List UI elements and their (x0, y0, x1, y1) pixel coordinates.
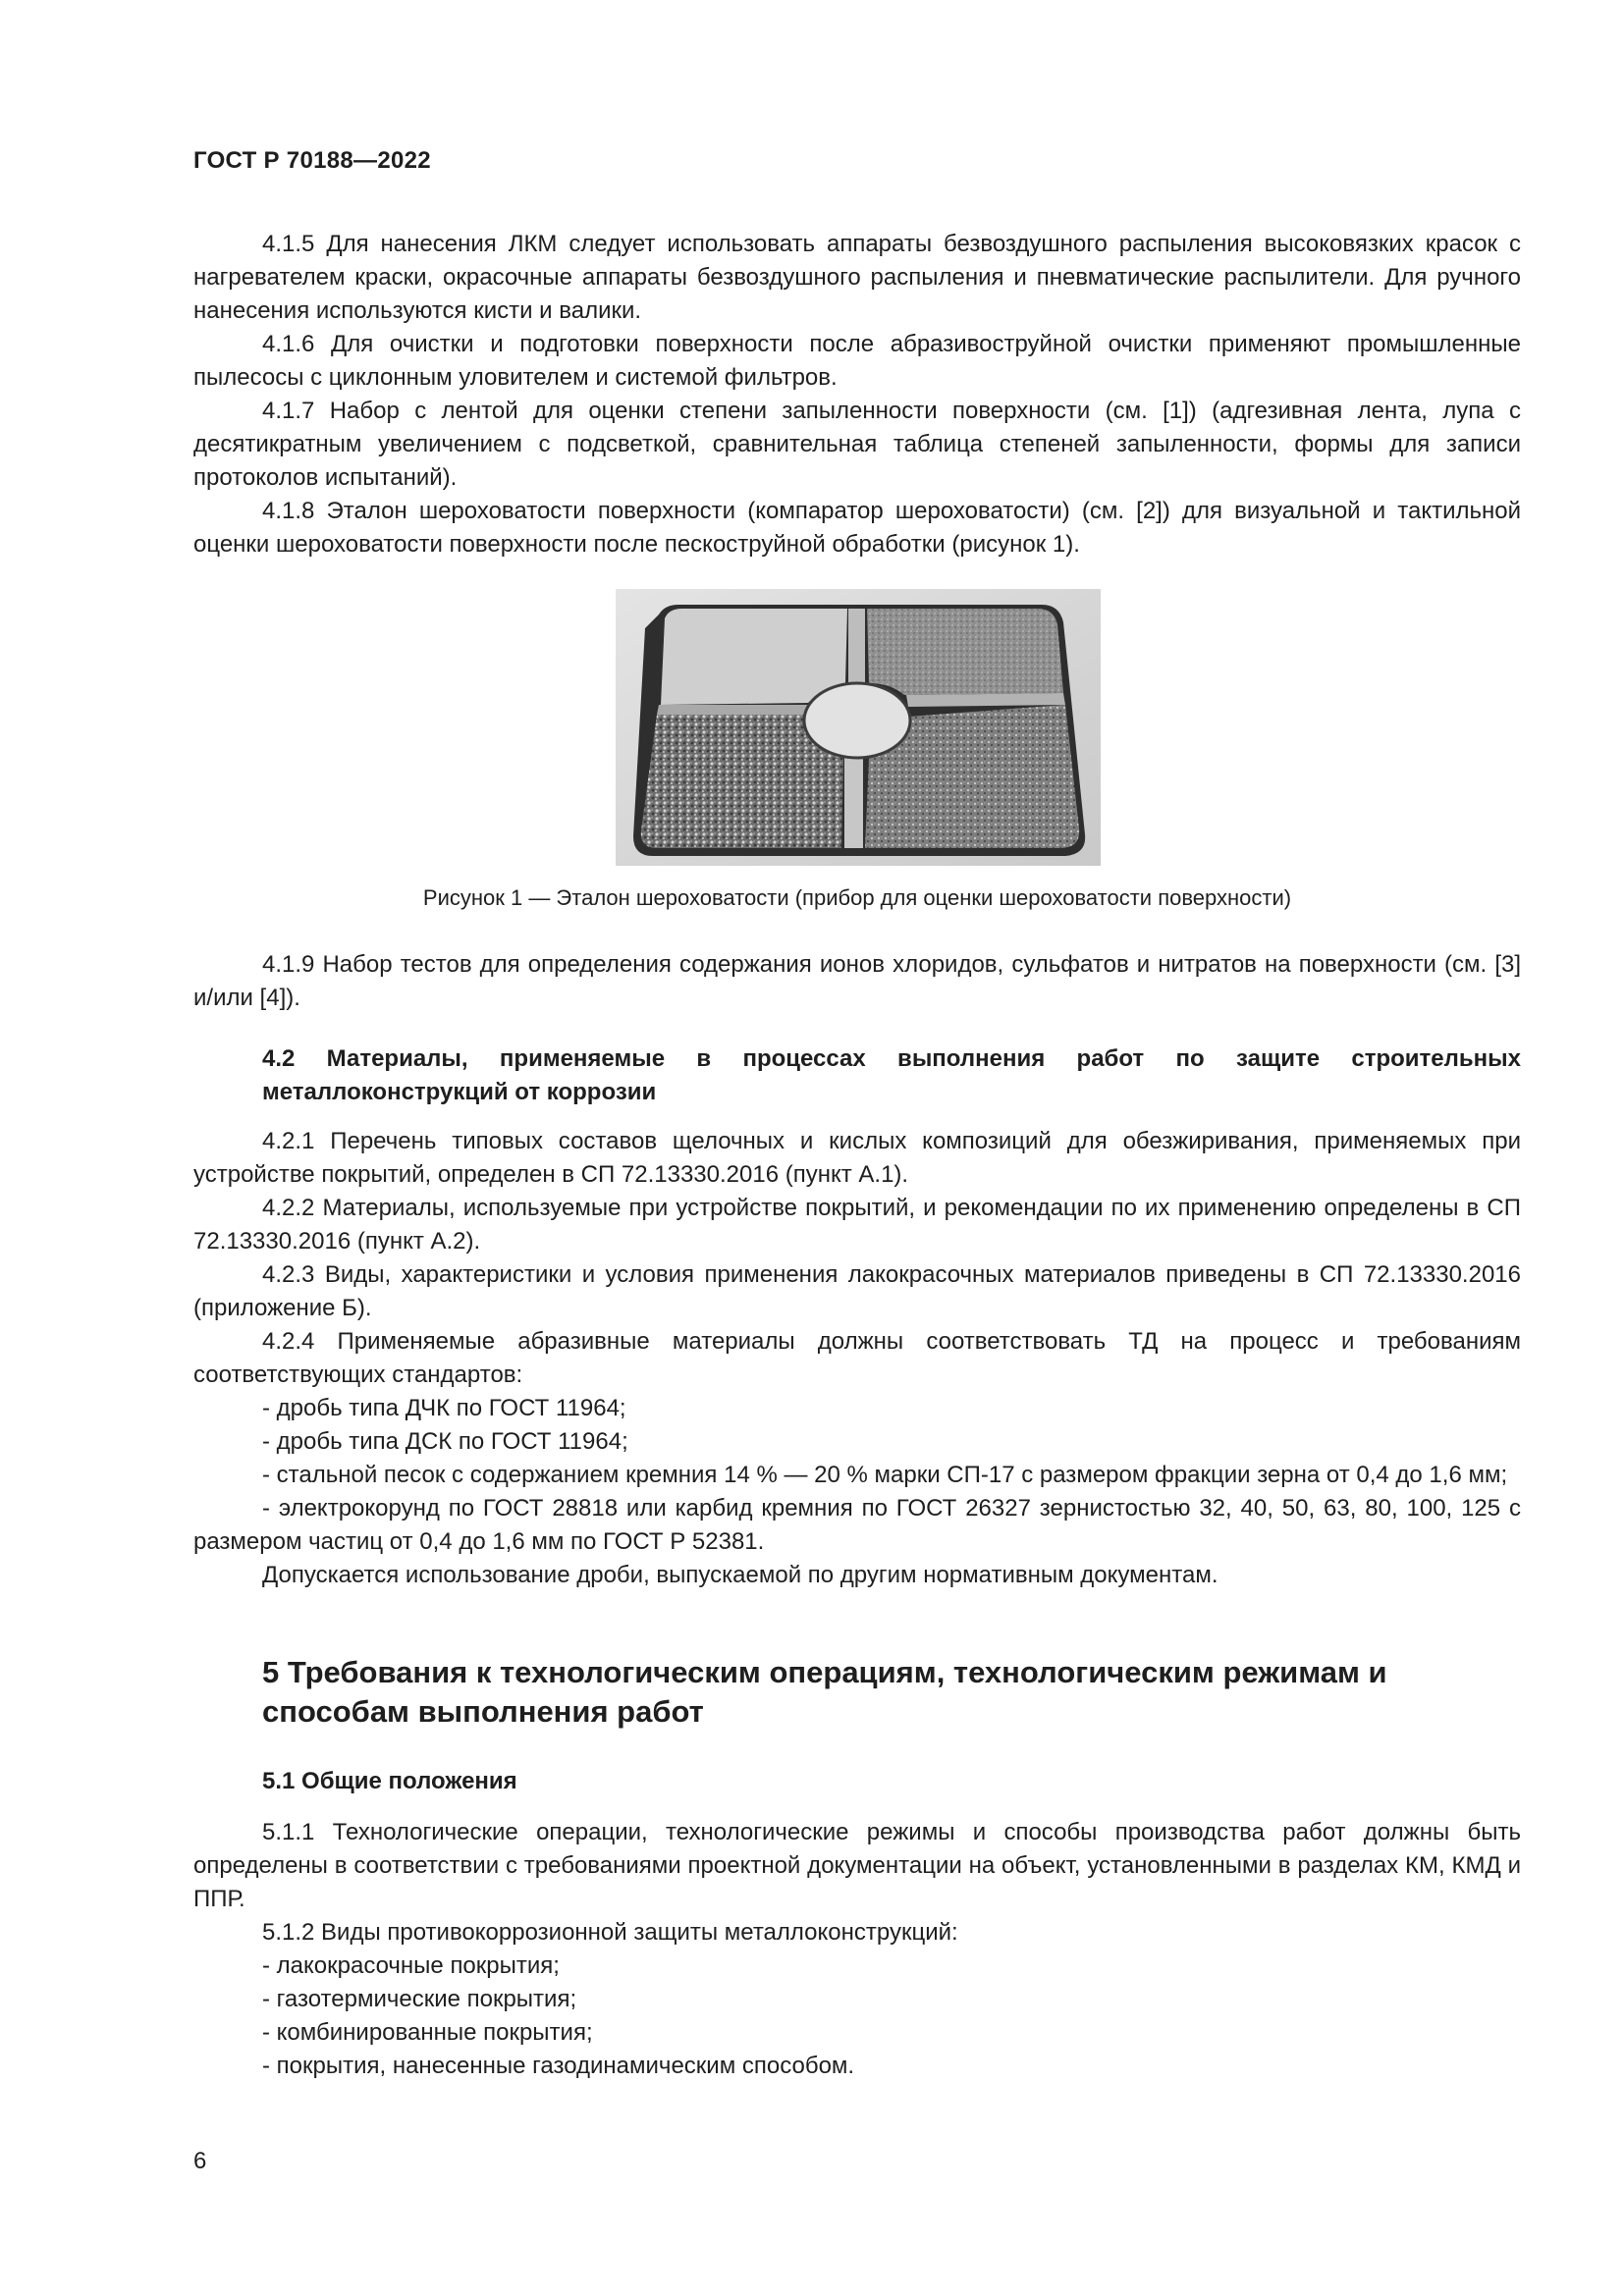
section-heading-5: 5 Требования к технологическим операциям, технологическим режимам и способам выполнения работ (262, 1655, 1387, 1729)
text-block-4-1 (193, 228, 1521, 561)
separator-right (906, 693, 1065, 707)
paragraph-4-1-6: 4.1.6 Для очистки и подготовки поверхности после абразивоструйной очистки применяют промышленные пылесосы с циклонным уловителем и системой фильтров. (193, 331, 1521, 391)
list-item: - дробь типа ДСК по ГОСТ 11964; (262, 1428, 628, 1455)
paragraph-4-2-3: 4.2.3 Виды, характеристики и условия применения лакокрасочных материалов приведены в СП 72.13330.2016 (приложение Б). (193, 1261, 1521, 1321)
center-hole (804, 683, 910, 758)
paragraph-4-2-1: 4.2.1 Перечень типовых составов щелочных и кислых композиций для обезжиривания, применяемых при устройстве покрытий, определен в СП 72.13330.2016 (пункт А.1). (193, 1128, 1521, 1188)
text-block-5-1 (193, 1816, 1521, 2083)
paragraph-5-1-2: 5.1.2 Виды противокоррозионной защиты металлоконструкций: (262, 1919, 958, 1946)
roughness-comparator-photo (616, 589, 1101, 866)
subsection-heading-5-1: 5.1 Общие положения (262, 1768, 517, 1794)
paragraph-5-1-1: 5.1.1 Технологические операции, технологические режимы и способы производства работ должны быть определены в соответствии с требованиями проектной документации на объект, установленными в разделах КМ, КМД и ППР. (193, 1819, 1521, 1912)
paragraph-4-1-7: 4.1.7 Набор с лентой для оценки степени запыленности поверхности (см. [1]) (адгезивная лента, лупа с десятикратным увеличением с подсветкой, сравнительная таблица степеней запыленности, формы для записи протоколов испытаний). (193, 398, 1521, 491)
text-block-4-2 (193, 1125, 1521, 1592)
quadrant-fine (867, 609, 1063, 695)
page-number: 6 (193, 2148, 207, 2174)
text-block-4-1-9 (193, 948, 1521, 1015)
separator-left (657, 705, 808, 715)
paragraph-4-2-4: 4.2.4 Применяемые абразивные материалы должны соответствовать ТД на процесс и требованиям соответствующих стандартов: (193, 1328, 1521, 1388)
list-item: - дробь типа ДЧК по ГОСТ 11964; (262, 1395, 626, 1421)
paragraph-4-1-8: 4.1.8 Эталон шероховатости поверхности (компаратор шероховатости) (см. [2]) для визуальной и тактильной оценки шероховатости поверхности после пескоструйной обработки (рисунок 1). (193, 498, 1521, 558)
note-paragraph: Допускается использование дроби, выпускаемой по другим нормативным документам. (262, 1562, 1218, 1588)
figure-caption: Рисунок 1 — Эталон шероховатости (прибор для оценки шероховатости поверхности) (422, 885, 1292, 910)
list-item: - лакокрасочные покрытия; (262, 1952, 560, 1979)
subsection-heading-4-2: 4.2 Материалы, применяемые в процессах выполнения работ по защите строительных металлоконструкций от коррозии (262, 1045, 1521, 1105)
list-item: - электрокорунд по ГОСТ 28818 или карбид кремния по ГОСТ 26327 зернистостью 32, 40, 50, 63, 80, 100, 125 с размером частиц от 0,4 до 1,6 мм по ГОСТ Р 52381. (193, 1495, 1521, 1555)
list-item: - газотермические покрытия; (262, 1986, 577, 2012)
paragraph-4-2-2: 4.2.2 Материалы, используемые при устройстве покрытий, и рекомендации по их применению определены в СП 72.13330.2016 (пункт А.2). (193, 1195, 1521, 1255)
separator-top (848, 609, 865, 685)
list-item: - стальной песок с содержанием кремния 14 % — 20 % марки СП-17 с размером фракции зерна от 0,4 до 1,6 мм; (262, 1462, 1508, 1488)
paragraph-4-1-9: 4.1.9 Набор тестов для определения содержания ионов хлоридов, сульфатов и нитратов на поверхности (см. [3] и/или [4]). (193, 951, 1521, 1011)
list-item: - покрытия, нанесенные газодинамическим способом. (262, 2053, 855, 2079)
quadrant-smooth (661, 609, 847, 705)
list-item: - комбинированные покрытия; (262, 2019, 593, 2046)
separator-bottom (844, 758, 863, 848)
paragraph-4-1-5: 4.1.5 Для нанесения ЛКМ следует использовать аппараты безвоздушного распыления высоковязких красок с нагревателем краски, окрасочные аппараты безвоздушного распыления и пневматические распылители. Для ручного нанесения используются кисти и валики. (193, 231, 1521, 324)
document-header: ГОСТ Р 70188—2022 (193, 147, 431, 174)
